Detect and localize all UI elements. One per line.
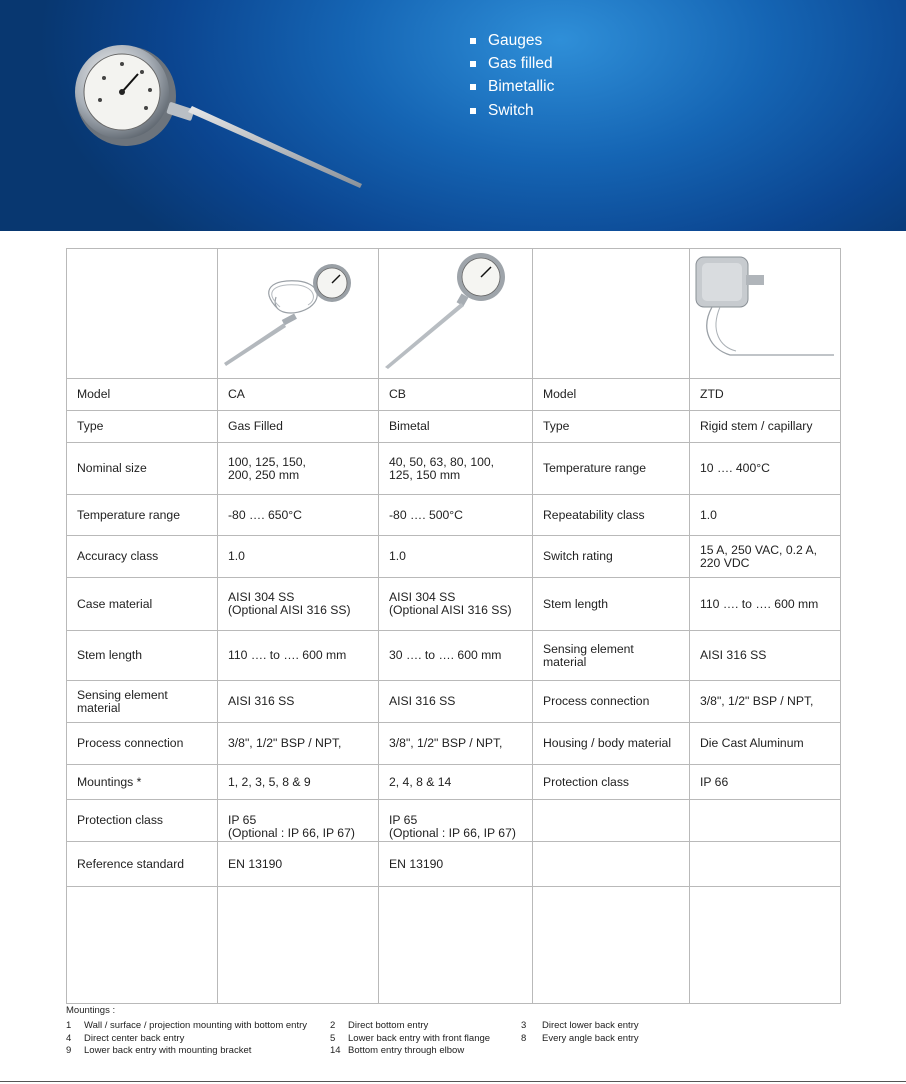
footnote-row: [66, 1033, 639, 1046]
footnote-text: Every angle back entry: [542, 1032, 639, 1044]
table-row: [67, 800, 841, 842]
table-row: [67, 842, 841, 887]
bullet-item: Switch: [470, 99, 554, 122]
product-image-ca: [218, 249, 379, 379]
empty-cell: [690, 887, 841, 1004]
ztd-value: AISI 316 SS: [690, 631, 841, 681]
row-label: Protection class: [67, 800, 218, 842]
footnote-number: 9: [66, 1045, 72, 1056]
square-bullet-icon: [470, 61, 476, 67]
switch-label: Model: [533, 379, 690, 411]
cb-value: EN 13190: [379, 842, 533, 887]
switch-label: Housing / body material: [533, 723, 690, 765]
cb-value: AISI 316 SS: [379, 681, 533, 723]
square-bullet-icon: [470, 108, 476, 114]
table-row: [67, 631, 841, 681]
switch-label: Repeatability class: [533, 495, 690, 536]
footnote-number: 4: [66, 1032, 72, 1044]
table-row: [67, 536, 841, 578]
cb-value: AISI 304 SS (Optional AISI 316 SS): [379, 578, 533, 631]
empty-row: [67, 887, 841, 1004]
ztd-value: 1.0: [690, 495, 841, 536]
switch-label: [533, 800, 690, 842]
ztd-value: 110 …. to …. 600 mm: [690, 578, 841, 631]
footnote-text: Direct center back entry: [84, 1032, 185, 1044]
footnote-number: 3: [521, 1020, 527, 1031]
table-row: [67, 765, 841, 800]
switch-label: [533, 842, 690, 887]
cb-value: 3/8", 1/2" BSP / NPT,: [379, 723, 533, 765]
ztd-value: Die Cast Aluminum: [690, 723, 841, 765]
row-label: Case material: [67, 578, 218, 631]
ca-value: 3/8", 1/2" BSP / NPT,: [218, 723, 379, 765]
row-label: Reference standard: [67, 842, 218, 887]
empty-cell: [67, 887, 218, 1004]
row-label: Type: [67, 411, 218, 443]
gas-filled-gauge-image: [218, 249, 378, 375]
empty-cell: [533, 887, 690, 1004]
switch-label: Process connection: [533, 681, 690, 723]
table-row: [67, 578, 841, 631]
cb-value: 30 …. to …. 600 mm: [379, 631, 533, 681]
row-label: Accuracy class: [67, 536, 218, 578]
ca-value: 1, 2, 3, 5, 8 & 9: [218, 765, 379, 800]
row-label: Process connection: [67, 723, 218, 765]
gauge-product-image: [70, 38, 370, 198]
image-row: [67, 249, 841, 379]
mountings-footnote: [66, 1005, 639, 1058]
cb-value: 2, 4, 8 & 14: [379, 765, 533, 800]
row-label: Nominal size: [67, 443, 218, 495]
switch-label: Sensing element material: [533, 631, 690, 681]
switch-label: Stem length: [533, 578, 690, 631]
ztd-value: Rigid stem / capillary: [690, 411, 841, 443]
footnote-text: Bottom entry through elbow: [348, 1045, 465, 1056]
bullet-item: Gas filled: [470, 52, 554, 75]
footnote-number: 1: [66, 1020, 72, 1031]
ca-value: 110 …. to …. 600 mm: [218, 631, 379, 681]
ca-value: AISI 304 SS (Optional AISI 316 SS): [218, 578, 379, 631]
footnote-number: 5: [330, 1032, 336, 1044]
ztd-value: IP 66: [690, 765, 841, 800]
ca-value: AISI 316 SS: [218, 681, 379, 723]
cb-value: IP 65 (Optional : IP 66, IP 67): [379, 800, 533, 842]
switch-label: Temperature range: [533, 443, 690, 495]
table-row: [67, 681, 841, 723]
ca-value: -80 …. 650°C: [218, 495, 379, 536]
table-row: [67, 379, 841, 411]
empty-cell: [533, 249, 690, 379]
square-bullet-icon: [470, 84, 476, 90]
product-image-cb: [379, 249, 533, 379]
ztd-value: ZTD: [690, 379, 841, 411]
empty-cell: [379, 887, 533, 1004]
temperature-switch-image: [690, 249, 840, 375]
square-bullet-icon: [470, 38, 476, 44]
footnote-number: 14: [330, 1045, 341, 1056]
table-row: [67, 443, 841, 495]
specification-table: [66, 248, 841, 1004]
ca-value: IP 65 (Optional : IP 66, IP 67): [218, 800, 379, 842]
page-bottom-divider: [0, 1081, 906, 1082]
row-label: Model: [67, 379, 218, 411]
empty-cell: [67, 249, 218, 379]
ca-value: Gas Filled: [218, 411, 379, 443]
ca-value: CA: [218, 379, 379, 411]
cb-value: -80 …. 500°C: [379, 495, 533, 536]
ca-value: 1.0: [218, 536, 379, 578]
switch-label: Switch rating: [533, 536, 690, 578]
ztd-value: 3/8", 1/2" BSP / NPT,: [690, 681, 841, 723]
bimetal-gauge-image: [379, 249, 532, 375]
table-row: [67, 411, 841, 443]
cb-value: 40, 50, 63, 80, 100, 125, 150 mm: [379, 443, 533, 495]
footnote-number: 2: [330, 1020, 336, 1031]
footnote-text: Wall / surface / projection mounting with bottom entry: [84, 1020, 307, 1031]
bullet-item: Gauges: [470, 29, 554, 52]
header-banner: [0, 0, 906, 231]
ztd-value: [690, 800, 841, 842]
ztd-value: 10 …. 400°C: [690, 443, 841, 495]
footnote-text: Lower back entry with mounting bracket: [84, 1045, 252, 1056]
bullet-item: Bimetallic: [470, 76, 554, 99]
footnote-title: Mountings :: [66, 1005, 116, 1016]
cb-value: Bimetal: [379, 411, 533, 443]
row-label: Mountings *: [67, 765, 218, 800]
empty-cell: [218, 887, 379, 1004]
row-label: Temperature range: [67, 495, 218, 536]
footnote-row: [66, 1045, 639, 1058]
cb-value: CB: [379, 379, 533, 411]
switch-label: Protection class: [533, 765, 690, 800]
footnote-text: Direct bottom entry: [348, 1020, 429, 1031]
ztd-value: 15 A, 250 VAC, 0.2 A, 220 VDC: [690, 536, 841, 578]
ca-value: EN 13190: [218, 842, 379, 887]
footnote-text: Lower back entry with front flange: [348, 1032, 491, 1044]
switch-label: Type: [533, 411, 690, 443]
footnote-number: 8: [521, 1032, 527, 1044]
row-label: Stem length: [67, 631, 218, 681]
ztd-value: [690, 842, 841, 887]
ca-value: 100, 125, 150, 200, 250 mm: [218, 443, 379, 495]
cb-value: 1.0: [379, 536, 533, 578]
row-label: Sensing element material: [67, 681, 218, 723]
product-category-list: [470, 29, 554, 122]
table-row: [67, 723, 841, 765]
footnote-row: [66, 1020, 639, 1033]
footnote-text: Direct lower back entry: [542, 1020, 639, 1031]
product-image-ztd: [690, 249, 841, 379]
table-row: [67, 495, 841, 536]
